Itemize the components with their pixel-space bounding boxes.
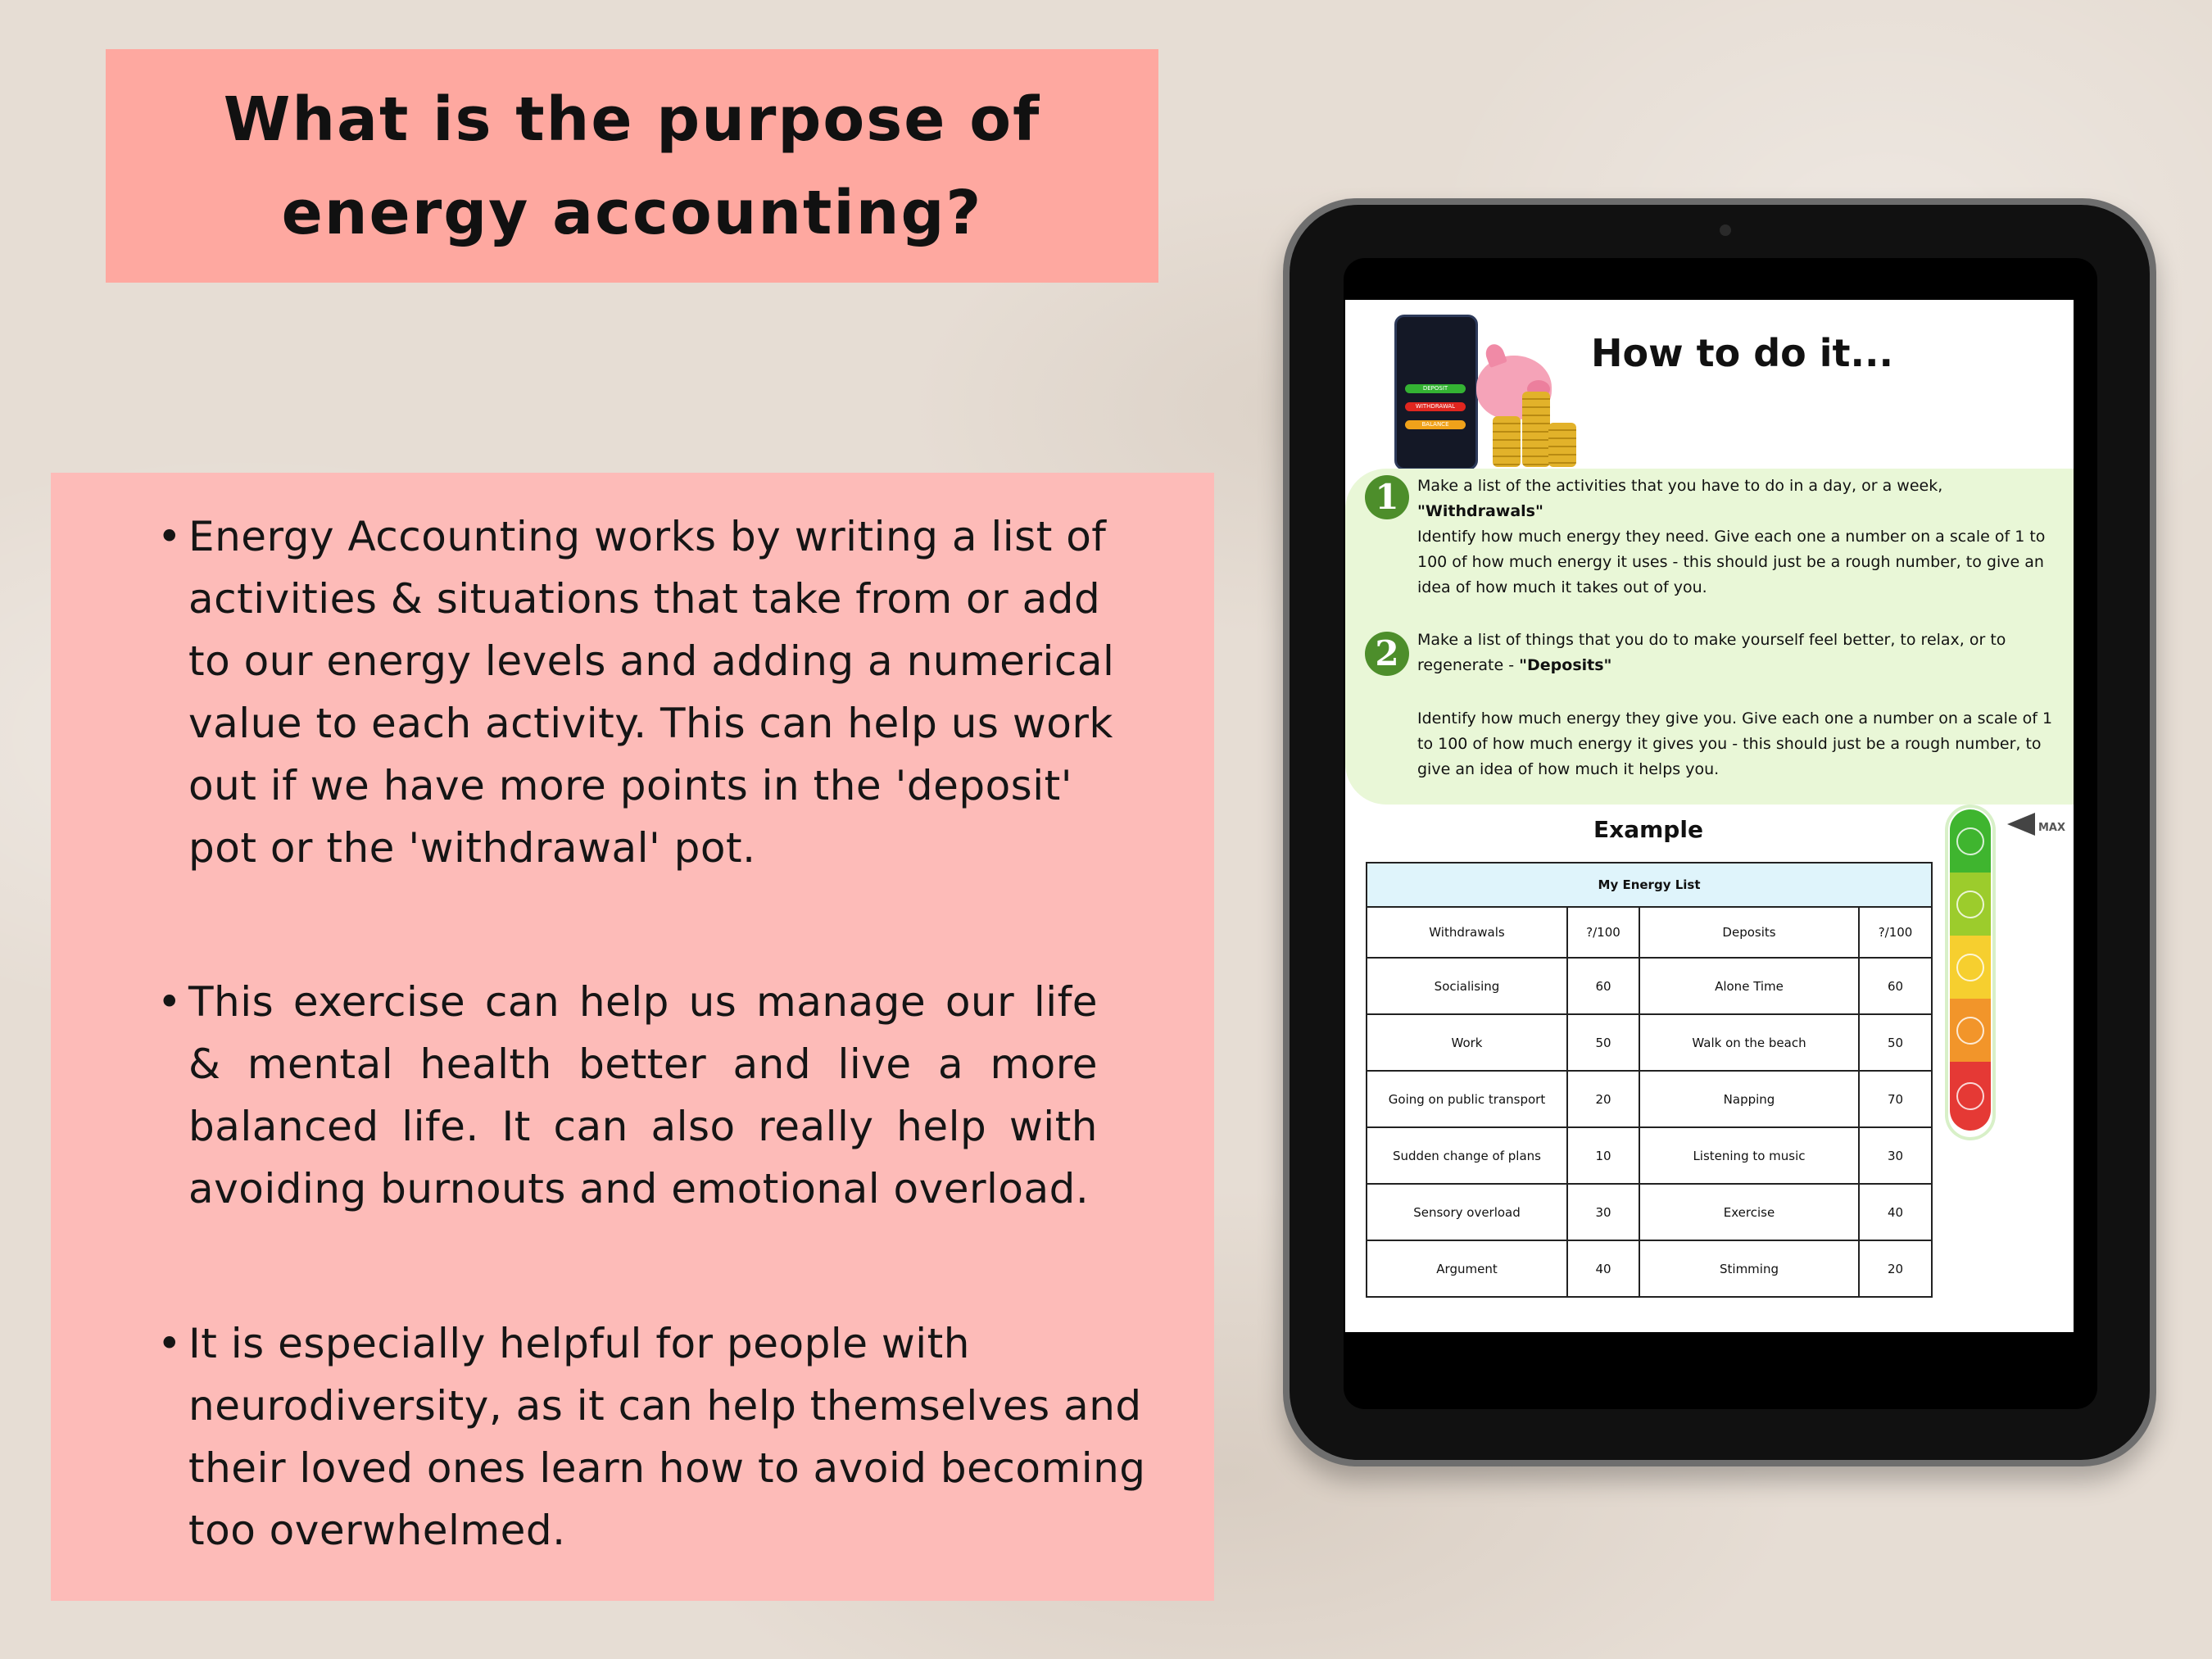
smiley-face-icon	[1956, 891, 1984, 918]
bullet-dot: •	[157, 978, 182, 1026]
step-2-keyword: "Deposits"	[1519, 656, 1612, 674]
table-cell: Alone Time	[1639, 958, 1859, 1014]
bullet-dot: •	[157, 513, 182, 560]
table-cell: 60	[1859, 958, 1932, 1014]
worksheet-screen	[1345, 300, 2074, 1332]
phone-illustration-icon	[1394, 315, 1478, 470]
example-title: Example	[1593, 816, 1703, 843]
bullet-item	[157, 505, 1149, 882]
coin-stack-icon	[1522, 392, 1550, 467]
meter-max-label: MAX	[2038, 822, 2066, 834]
phone-deposit-label: DEPOSIT	[1405, 384, 1466, 393]
page-title: What is the purpose of energy accounting?	[223, 84, 1041, 248]
table-cell: 20	[1859, 1240, 1932, 1297]
frown-face-icon	[1956, 1017, 1984, 1045]
table-cell: 60	[1567, 958, 1639, 1014]
table-row	[1367, 1240, 1932, 1297]
step-1-instruction: Make a list of the activities that you have to do in a day, or a week,	[1417, 477, 1943, 495]
table-cell: Listening to music	[1639, 1127, 1859, 1184]
bullet-item	[157, 1312, 1149, 1566]
pig-ear	[1483, 342, 1507, 368]
bullet-text: Energy Accounting works by writing a list of activities & situations that take from or add to our energy levels and adding a numerical value to each activity. This can help us work out if we have more points in the 'deposit' pot or the 'withdrawal' pot.	[188, 513, 1115, 872]
table-cell: Walk on the beach	[1639, 1014, 1859, 1071]
step-number-badge: 1	[1365, 475, 1409, 519]
coin-stack-icon	[1548, 423, 1576, 467]
energy-list-table	[1366, 862, 1933, 1298]
table-row	[1367, 958, 1932, 1014]
table-cell: 50	[1859, 1014, 1932, 1071]
phone-balance-label: BALANCE	[1405, 420, 1466, 429]
table-cell: Going on public transport	[1367, 1071, 1567, 1127]
step-1-text	[1417, 474, 2056, 524]
neutral-face-icon	[1956, 954, 1984, 981]
bullet-text: This exercise can help us manage our life & mental health better and live a more balanced life. It can also really help with avoiding burnouts and emotional overload.	[188, 978, 1098, 1213]
step-2-detail: Identify how much energy they give you. Give each one a number on a scale of 1 to 100 of how much energy it gives you - this should just be a rough number, to give an idea of how much it helps you.	[1417, 709, 2053, 778]
table-row	[1367, 1127, 1932, 1184]
table-cell: 40	[1859, 1184, 1932, 1240]
column-header: ?/100	[1567, 907, 1639, 958]
bullet-text: It is especially helpful for people with neurodiversity, as it can help themselves and their loved ones learn how to avoid becoming too overwhelmed.	[188, 1320, 1146, 1554]
table-cell: Socialising	[1367, 958, 1567, 1014]
bullet-item	[157, 971, 1149, 1225]
table-row	[1367, 1184, 1932, 1240]
meter-segment	[1950, 999, 1991, 1062]
table-cell: 10	[1567, 1127, 1639, 1184]
step-2-instruction: Make a list of things that you do to make yourself feel better, to relax, or to regenerate -	[1417, 631, 2006, 674]
bullet-dot: •	[157, 1320, 182, 1367]
worksheet-heading: How to do it...	[1591, 331, 1893, 375]
smiley-face-icon	[1956, 827, 1984, 855]
phone-withdrawal-label: WITHDRAWAL	[1405, 402, 1466, 411]
table-cell: Work	[1367, 1014, 1567, 1071]
table-row	[1367, 1071, 1932, 1127]
table-cell: Exercise	[1639, 1184, 1859, 1240]
table-cell: Sensory overload	[1367, 1184, 1567, 1240]
table-cell: 50	[1567, 1014, 1639, 1071]
table-cell: 40	[1567, 1240, 1639, 1297]
sad-face-icon	[1956, 1082, 1984, 1110]
table-cell: 20	[1567, 1071, 1639, 1127]
step-1-detail: Identify how much energy they need. Give each one a number on a scale of 1 to 100 of how much energy it uses - this should just be a rough number, to give an idea of how much it takes out of you.	[1417, 528, 2046, 596]
pointer-arrow-icon	[2007, 813, 2035, 836]
meter-segment	[1950, 873, 1991, 936]
step-number-badge: 2	[1365, 632, 1409, 676]
column-header: Deposits	[1639, 907, 1859, 958]
meter-segment	[1950, 809, 1991, 873]
table-cell: 70	[1859, 1071, 1932, 1127]
meter-segment	[1950, 936, 1991, 999]
column-header: ?/100	[1859, 907, 1932, 958]
coin-stack-icon	[1493, 416, 1521, 467]
table-cell: 30	[1567, 1184, 1639, 1240]
meter-segment	[1950, 1062, 1991, 1131]
table-cell: 30	[1859, 1127, 1932, 1184]
column-header: Withdrawals	[1367, 907, 1567, 958]
table-row	[1367, 1014, 1932, 1071]
table-cell: Stimming	[1639, 1240, 1859, 1297]
table-cell: Argument	[1367, 1240, 1567, 1297]
camera-icon	[1720, 224, 1731, 236]
table-cell: Napping	[1639, 1071, 1859, 1127]
step-1-keyword: "Withdrawals"	[1417, 502, 1543, 520]
table-caption: My Energy List	[1367, 863, 1932, 907]
title-banner	[106, 49, 1158, 283]
energy-meter	[1945, 805, 1996, 1140]
table-cell: Sudden change of plans	[1367, 1127, 1567, 1184]
info-panel	[51, 473, 1214, 1601]
step-2-text	[1417, 628, 2056, 678]
